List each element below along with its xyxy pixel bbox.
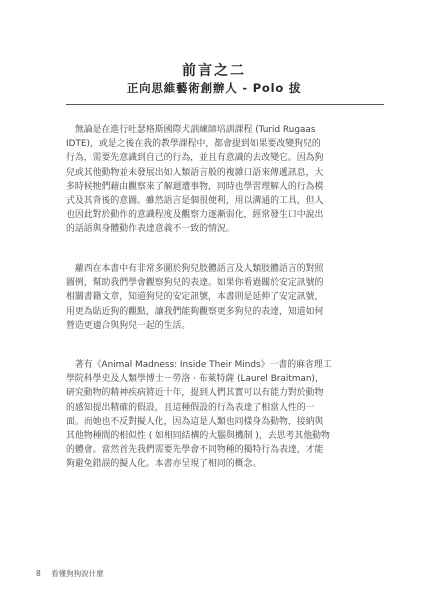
title-divider <box>66 104 384 105</box>
text-line: 也因此對於動作的意識程度及觀察力逐漸弱化，經常發生口中說出 <box>66 210 324 221</box>
text-line: IDTE)，或是之後在我的教學課程中，都會提到如果要改變狗兒的 <box>66 139 321 150</box>
text-line: 行為，需要先意識到自己的行為，並且有意識的去改變它。因為狗 <box>66 153 324 164</box>
text-line: 其他物種間的相似性 ( 如相同結構的大腦與機制 )，去思考其他動物 <box>66 431 330 442</box>
page-number: 8 <box>36 569 41 578</box>
text-line: 的感知提出精確的假設，且這種假設的行為表達了相當人性的一 <box>66 402 315 413</box>
paragraph-3 <box>66 358 384 472</box>
text-line: 兒或其他動物並未發展出如人類語言般的複雜口語來傳遞訊息，大 <box>66 167 324 178</box>
paragraph-1 <box>66 123 384 237</box>
text-line: 夠避免錯誤的擬人化。本書亦呈現了相同的概念。 <box>66 459 262 470</box>
text-line: 用更為貼近狗的觀點，讓我們能夠觀察更多狗兒的表達，知道如何 <box>66 306 324 317</box>
text-line: 研究動物的精神疾病將近十年，提到人們其實可以有能力對於動物 <box>66 388 324 399</box>
text-line: 著有《Animal Madness: Inside Their Minds》一書的麻省理工 <box>66 360 332 370</box>
text-line: 的體會。當然首先我們需要先學會不同物種的獨特行為表達，才能 <box>66 445 324 456</box>
text-line: 的話語與身體動作表達意義不一致的情況。 <box>66 224 235 235</box>
paragraph-2 <box>66 262 384 333</box>
text-line: 學院科學史及人類學博士－勞洛 · 布萊特薩 (Laurel Braitman)， <box>66 374 324 385</box>
text-line: 面。而她也不反對擬人化，因為這是人類也同樣身為動物，接納與 <box>66 416 324 427</box>
text-line: 相關書籍文章，知道狗兒的安定訊號，本書則是延伸了安定訊號， <box>66 292 324 303</box>
text-line: 營造更適合與狗兒一起的生活。 <box>66 320 191 331</box>
page-subtitle: 正向思維藝術創辦人 - Polo 拔 <box>126 81 302 95</box>
text-line: 無論是在進行吐瑟格斯國際犬訓練師培訓課程 (Turid Rugaas <box>66 125 316 135</box>
text-line: 圖例，幫助我們學會觀察狗兒的表達。如果你看過關於安定訊號的 <box>66 278 324 289</box>
text-line: 式及其背後的意圖。雖然語言是個很便利，用以溝通的工具，但人 <box>66 196 324 207</box>
text-line: 多時候牠們藉由觀察來了解週遭事物，同時也學習理解人的行為模 <box>66 181 324 192</box>
page-footer <box>36 568 104 579</box>
book-title: 看懂狗狗說什麼 <box>51 569 104 578</box>
page-title: 前言之二 <box>182 63 246 79</box>
text-line: 蘿西在本書中有非常多圖於狗兒肢體語言及人類肢體語言的對照 <box>66 264 324 274</box>
